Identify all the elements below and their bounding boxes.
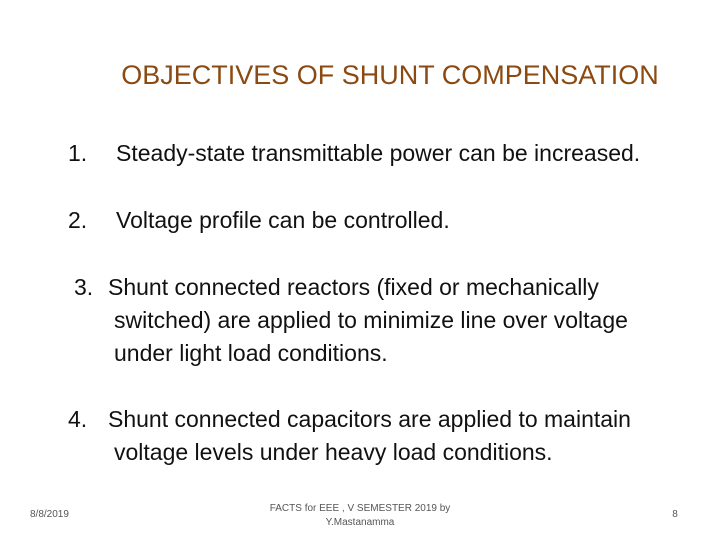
item-number: 4. — [68, 406, 88, 432]
item-line: Voltage profile can be controlled. — [116, 207, 450, 233]
item-text — [68, 403, 631, 469]
item-number: 1. — [68, 140, 88, 166]
list-item — [68, 137, 640, 170]
list-item — [68, 204, 450, 237]
footer-date: 8/8/2019 — [30, 509, 69, 520]
item-number: 3. — [74, 274, 94, 300]
item-line: switched) are applied to minimize line over voltage — [114, 307, 628, 333]
item-line: voltage levels under heavy load conditions. — [114, 439, 553, 465]
footer-line: Y.Mastanamma — [325, 517, 395, 528]
slide-title: OBJECTIVES OF SHUNT COMPENSATION — [121, 60, 659, 90]
list-item — [74, 271, 628, 370]
item-text — [68, 204, 450, 237]
item-line: Shunt connected capacitors are applied to maintain — [108, 406, 631, 432]
footer-text — [240, 502, 480, 530]
item-line: under light load conditions. — [114, 340, 388, 366]
slide-number: 8 — [672, 509, 678, 520]
footer-line: FACTS for EEE , V SEMESTER 2019 by — [269, 503, 451, 514]
item-text — [68, 137, 640, 170]
list-item — [68, 403, 631, 469]
item-line: Steady-state transmittable power can be increased. — [116, 140, 641, 166]
item-number: 2. — [68, 207, 88, 233]
item-line: Shunt connected reactors (fixed or mechanically — [108, 274, 599, 300]
item-text — [74, 271, 628, 370]
